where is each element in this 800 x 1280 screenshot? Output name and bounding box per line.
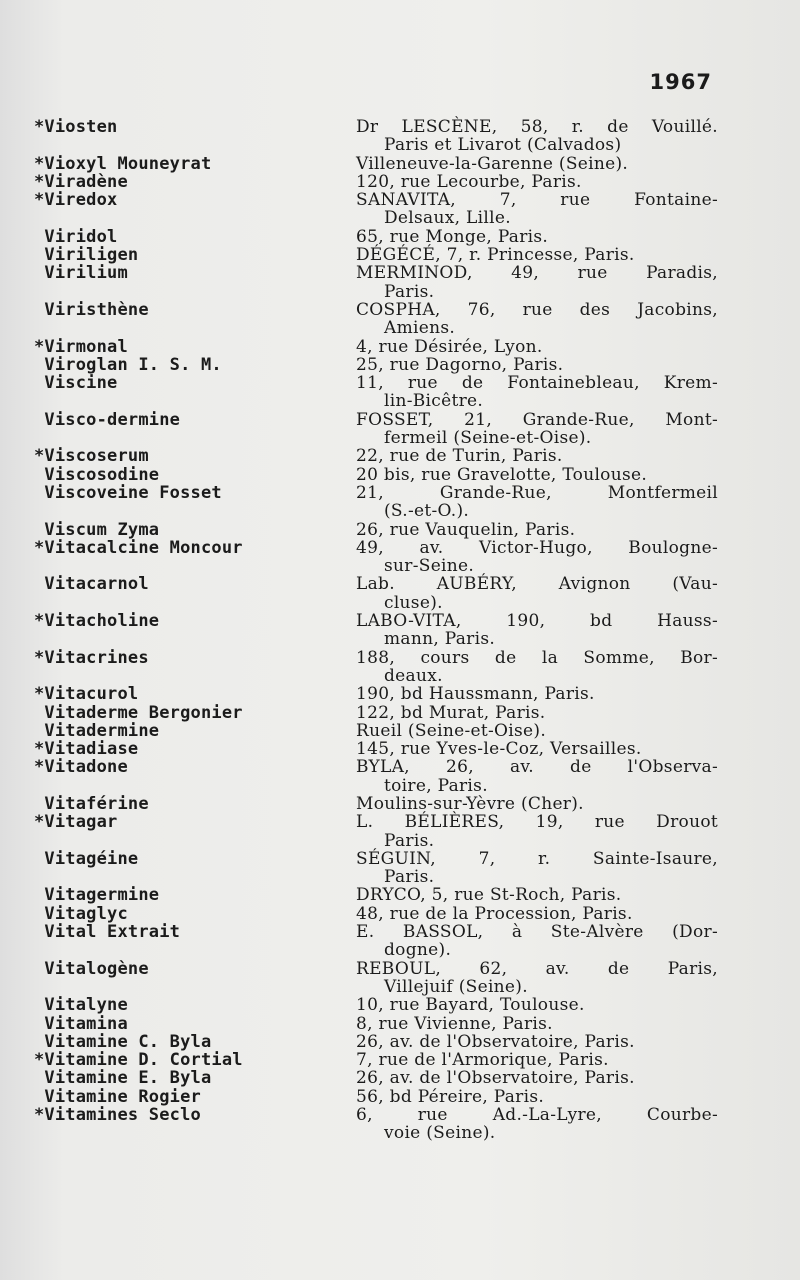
manufacturer-address bbox=[356, 1088, 718, 1106]
address-line: 7, rue de l'Armorique, Paris. bbox=[356, 1050, 609, 1071]
directory-entry bbox=[34, 740, 734, 758]
product-name: Viriligen bbox=[34, 245, 139, 266]
directory-entry bbox=[34, 1033, 734, 1051]
address-line: Paris. bbox=[384, 867, 435, 888]
directory-entry bbox=[34, 118, 734, 155]
product-name: Vitamina bbox=[34, 1013, 128, 1034]
address-line: SANAVITA, 7, rue Fontaine- bbox=[356, 190, 718, 211]
address-line: Moulins-sur-Yèvre (Cher). bbox=[356, 793, 584, 814]
directory-entry bbox=[34, 374, 734, 411]
address-line: toire, Paris. bbox=[384, 775, 488, 796]
address-line: BYLA, 26, av. de l'Observa- bbox=[356, 757, 718, 778]
manufacturer-address bbox=[356, 996, 718, 1014]
manufacturer-address bbox=[356, 155, 718, 173]
address-line: sur-Seine. bbox=[384, 556, 475, 577]
directory-entry bbox=[34, 795, 734, 813]
manufacturer-address bbox=[356, 191, 718, 228]
product-name: *Vitacrines bbox=[34, 647, 149, 668]
directory-entry bbox=[34, 612, 734, 649]
product-name: Vitamine C. Byla bbox=[34, 1031, 212, 1052]
manufacturer-address bbox=[356, 685, 718, 703]
product-name: Viscine bbox=[34, 373, 118, 394]
directory-entry bbox=[34, 173, 734, 191]
product-name: Virilium bbox=[34, 263, 128, 284]
directory-entry bbox=[34, 649, 734, 686]
product-name: Vitamine Rogier bbox=[34, 1086, 201, 1107]
address-line: Villeneuve-la-Garenne (Seine). bbox=[356, 153, 629, 174]
manufacturer-address bbox=[356, 356, 718, 374]
product-name: Viscosodine bbox=[34, 464, 160, 485]
directory-entry bbox=[34, 466, 734, 484]
address-line: 26, rue Vauquelin, Paris. bbox=[356, 519, 576, 540]
directory-entry bbox=[34, 886, 734, 904]
manufacturer-address bbox=[356, 740, 718, 758]
address-line: Rueil (Seine-et-Oise). bbox=[356, 720, 547, 741]
manufacturer-address bbox=[356, 704, 718, 722]
directory-entry bbox=[34, 155, 734, 173]
manufacturer-address bbox=[356, 722, 718, 740]
address-line: REBOUL, 62, av. de Paris, bbox=[356, 958, 718, 979]
directory-entry bbox=[34, 301, 734, 338]
address-line: 6, rue Ad.-La-Lyre, Courbe- bbox=[356, 1105, 718, 1126]
manufacturer-address bbox=[356, 649, 718, 686]
address-line: 122, bd Murat, Paris. bbox=[356, 702, 546, 723]
product-name: *Viosten bbox=[34, 117, 118, 137]
address-line: deaux. bbox=[384, 665, 443, 686]
address-line: 20 bis, rue Gravelotte, Toulouse. bbox=[356, 464, 648, 485]
product-name: Vitagéine bbox=[34, 848, 139, 869]
manufacturer-address bbox=[356, 338, 718, 356]
manufacturer-address bbox=[356, 484, 718, 521]
manufacturer-address bbox=[356, 228, 718, 246]
address-line: dogne). bbox=[384, 940, 452, 961]
product-name: Vitaférine bbox=[34, 793, 149, 814]
product-name: *Vitacurol bbox=[34, 684, 139, 705]
page-number: 1967 bbox=[649, 70, 712, 94]
manufacturer-address bbox=[356, 1015, 718, 1033]
product-name: Vitaglyc bbox=[34, 903, 128, 924]
manufacturer-address bbox=[356, 118, 718, 155]
address-line: Amiens. bbox=[384, 318, 456, 339]
directory-entry bbox=[34, 575, 734, 612]
manufacturer-address bbox=[356, 1069, 718, 1087]
product-name: *Viradène bbox=[34, 171, 128, 192]
address-line: 188, cours de la Somme, Bor- bbox=[356, 647, 718, 668]
directory-entry bbox=[34, 813, 734, 850]
directory-entry bbox=[34, 1106, 734, 1143]
manufacturer-address bbox=[356, 795, 718, 813]
address-line: 11, rue de Fontainebleau, Krem- bbox=[356, 373, 718, 394]
directory-entry bbox=[34, 685, 734, 703]
address-line: (S.-et-O.). bbox=[384, 501, 470, 522]
product-name: Viscum Zyma bbox=[34, 519, 160, 540]
manufacturer-address bbox=[356, 301, 718, 338]
product-name: *Vitamine D. Cortial bbox=[34, 1050, 243, 1071]
address-line: 120, rue Lecourbe, Paris. bbox=[356, 171, 582, 192]
directory-entry bbox=[34, 521, 734, 539]
product-name: Vitagermine bbox=[34, 885, 160, 906]
directory-entry bbox=[34, 411, 734, 448]
manufacturer-address bbox=[356, 521, 718, 539]
product-name: Vitaderme Bergonier bbox=[34, 702, 243, 723]
manufacturer-address bbox=[356, 1106, 718, 1143]
directory-entry bbox=[34, 356, 734, 374]
address-line: MERMINOD, 49, rue Paradis, bbox=[356, 263, 718, 284]
address-line: 4, rue Désirée, Lyon. bbox=[356, 336, 543, 357]
manufacturer-address bbox=[356, 923, 718, 960]
directory-entry bbox=[34, 1088, 734, 1106]
manufacturer-address bbox=[356, 850, 718, 887]
address-line: DÉGÉCÉ, 7, r. Princesse, Paris. bbox=[356, 245, 635, 266]
address-line: cluse). bbox=[384, 592, 443, 613]
address-line: Dr LESCÈNE, 58, r. de Vouillé. bbox=[356, 117, 718, 137]
address-line: E. BASSOL, à Ste-Alvère (Dor- bbox=[356, 922, 718, 943]
directory-entry bbox=[34, 850, 734, 887]
manufacturer-address bbox=[356, 447, 718, 465]
product-name: *Vioxyl Mouneyrat bbox=[34, 153, 212, 174]
product-name: Vitadermine bbox=[34, 720, 160, 741]
product-name: *Vitacalcine Moncour bbox=[34, 537, 243, 558]
product-name: Viscoveine Fosset bbox=[34, 482, 222, 503]
address-line: 25, rue Dagorno, Paris. bbox=[356, 354, 564, 375]
product-name: *Viredox bbox=[34, 190, 118, 211]
address-line: SÉGUIN, 7, r. Sainte-Isaure, bbox=[356, 848, 718, 869]
product-name: Vitalogène bbox=[34, 958, 149, 979]
address-line: voie (Seine). bbox=[384, 1123, 496, 1144]
manufacturer-address bbox=[356, 1051, 718, 1069]
address-line: FOSSET, 21, Grande-Rue, Mont- bbox=[356, 409, 718, 430]
product-name: Vital Extrait bbox=[34, 922, 181, 943]
address-line: COSPHA, 76, rue des Jacobins, bbox=[356, 299, 718, 320]
directory-entry bbox=[34, 539, 734, 576]
product-name: Vitacarnol bbox=[34, 574, 149, 595]
manufacturer-address bbox=[356, 539, 718, 576]
address-line: Paris. bbox=[384, 281, 435, 302]
address-line: 21, Grande-Rue, Montfermeil bbox=[356, 482, 718, 503]
product-name: Viridol bbox=[34, 226, 118, 247]
directory-entry bbox=[34, 758, 734, 795]
address-line: Paris. bbox=[384, 830, 435, 851]
directory-entry bbox=[34, 191, 734, 228]
manufacturer-address bbox=[356, 173, 718, 191]
address-line: 8, rue Vivienne, Paris. bbox=[356, 1013, 553, 1034]
address-line: 10, rue Bayard, Toulouse. bbox=[356, 995, 585, 1016]
address-line: 48, rue de la Procession, Paris. bbox=[356, 903, 633, 924]
directory-entry bbox=[34, 722, 734, 740]
address-line: LABO-VITA, 190, bd Hauss- bbox=[356, 611, 718, 632]
product-name: *Vitadone bbox=[34, 757, 128, 778]
directory-entry bbox=[34, 338, 734, 356]
product-name: *Virmonal bbox=[34, 336, 128, 357]
directory-entry bbox=[34, 228, 734, 246]
address-line: 56, bd Péreire, Paris. bbox=[356, 1086, 545, 1107]
manufacturer-address bbox=[356, 758, 718, 795]
address-line: 22, rue de Turin, Paris. bbox=[356, 446, 563, 467]
address-line: 26, av. de l'Observatoire, Paris. bbox=[356, 1031, 635, 1052]
manufacturer-address bbox=[356, 813, 718, 850]
product-name: *Vitadiase bbox=[34, 739, 139, 760]
manufacturer-address bbox=[356, 264, 718, 301]
manufacturer-address bbox=[356, 612, 718, 649]
manufacturer-address bbox=[356, 411, 718, 448]
manufacturer-address bbox=[356, 905, 718, 923]
directory-entry bbox=[34, 264, 734, 301]
address-line: Lab. AUBÉRY, Avignon (Vau- bbox=[356, 574, 718, 595]
address-line: Paris et Livarot (Calvados) bbox=[384, 135, 622, 156]
directory-entry bbox=[34, 996, 734, 1014]
manufacturer-address bbox=[356, 1033, 718, 1051]
manufacturer-address bbox=[356, 374, 718, 411]
directory-entry bbox=[34, 923, 734, 960]
address-line: Villejuif (Seine). bbox=[384, 976, 528, 997]
directory-entry bbox=[34, 1069, 734, 1087]
address-line: Delsaux, Lille. bbox=[384, 208, 511, 229]
directory-list bbox=[34, 118, 734, 1143]
product-name: Vitalyne bbox=[34, 995, 128, 1016]
manufacturer-address bbox=[356, 886, 718, 904]
directory-entry bbox=[34, 704, 734, 722]
directory-entry bbox=[34, 246, 734, 264]
address-line: fermeil (Seine-et-Oise). bbox=[384, 428, 592, 449]
address-line: 26, av. de l'Observatoire, Paris. bbox=[356, 1068, 635, 1089]
address-line: L. BÉLIÈRES, 19, rue Drouot bbox=[356, 812, 718, 833]
product-name: *Vitamines Seclo bbox=[34, 1105, 201, 1126]
product-name: *Vitacholine bbox=[34, 611, 160, 632]
address-line: lin-Bicêtre. bbox=[384, 391, 484, 412]
address-line: 190, bd Haussmann, Paris. bbox=[356, 684, 595, 705]
product-name: *Vitagar bbox=[34, 812, 118, 833]
product-name: Viroglan I. S. M. bbox=[34, 354, 222, 375]
directory-entry bbox=[34, 960, 734, 997]
product-name: *Viscoserum bbox=[34, 446, 149, 467]
directory-entry bbox=[34, 447, 734, 465]
product-name: Viristhène bbox=[34, 299, 149, 320]
directory-entry bbox=[34, 484, 734, 521]
directory-entry bbox=[34, 1051, 734, 1069]
manufacturer-address bbox=[356, 575, 718, 612]
manufacturer-address bbox=[356, 466, 718, 484]
product-name: Vitamine E. Byla bbox=[34, 1068, 212, 1089]
directory-entry bbox=[34, 1015, 734, 1033]
directory-entry bbox=[34, 905, 734, 923]
manufacturer-address bbox=[356, 960, 718, 997]
address-line: mann, Paris. bbox=[384, 629, 496, 650]
address-line: 49, av. Victor-Hugo, Boulogne- bbox=[356, 537, 718, 558]
manufacturer-address bbox=[356, 246, 718, 264]
address-line: 65, rue Monge, Paris. bbox=[356, 226, 549, 247]
product-name: Visco-dermine bbox=[34, 409, 181, 430]
address-line: DRYCO, 5, rue St-Roch, Paris. bbox=[356, 885, 622, 906]
address-line: 145, rue Yves-le-Coz, Versailles. bbox=[356, 739, 642, 760]
